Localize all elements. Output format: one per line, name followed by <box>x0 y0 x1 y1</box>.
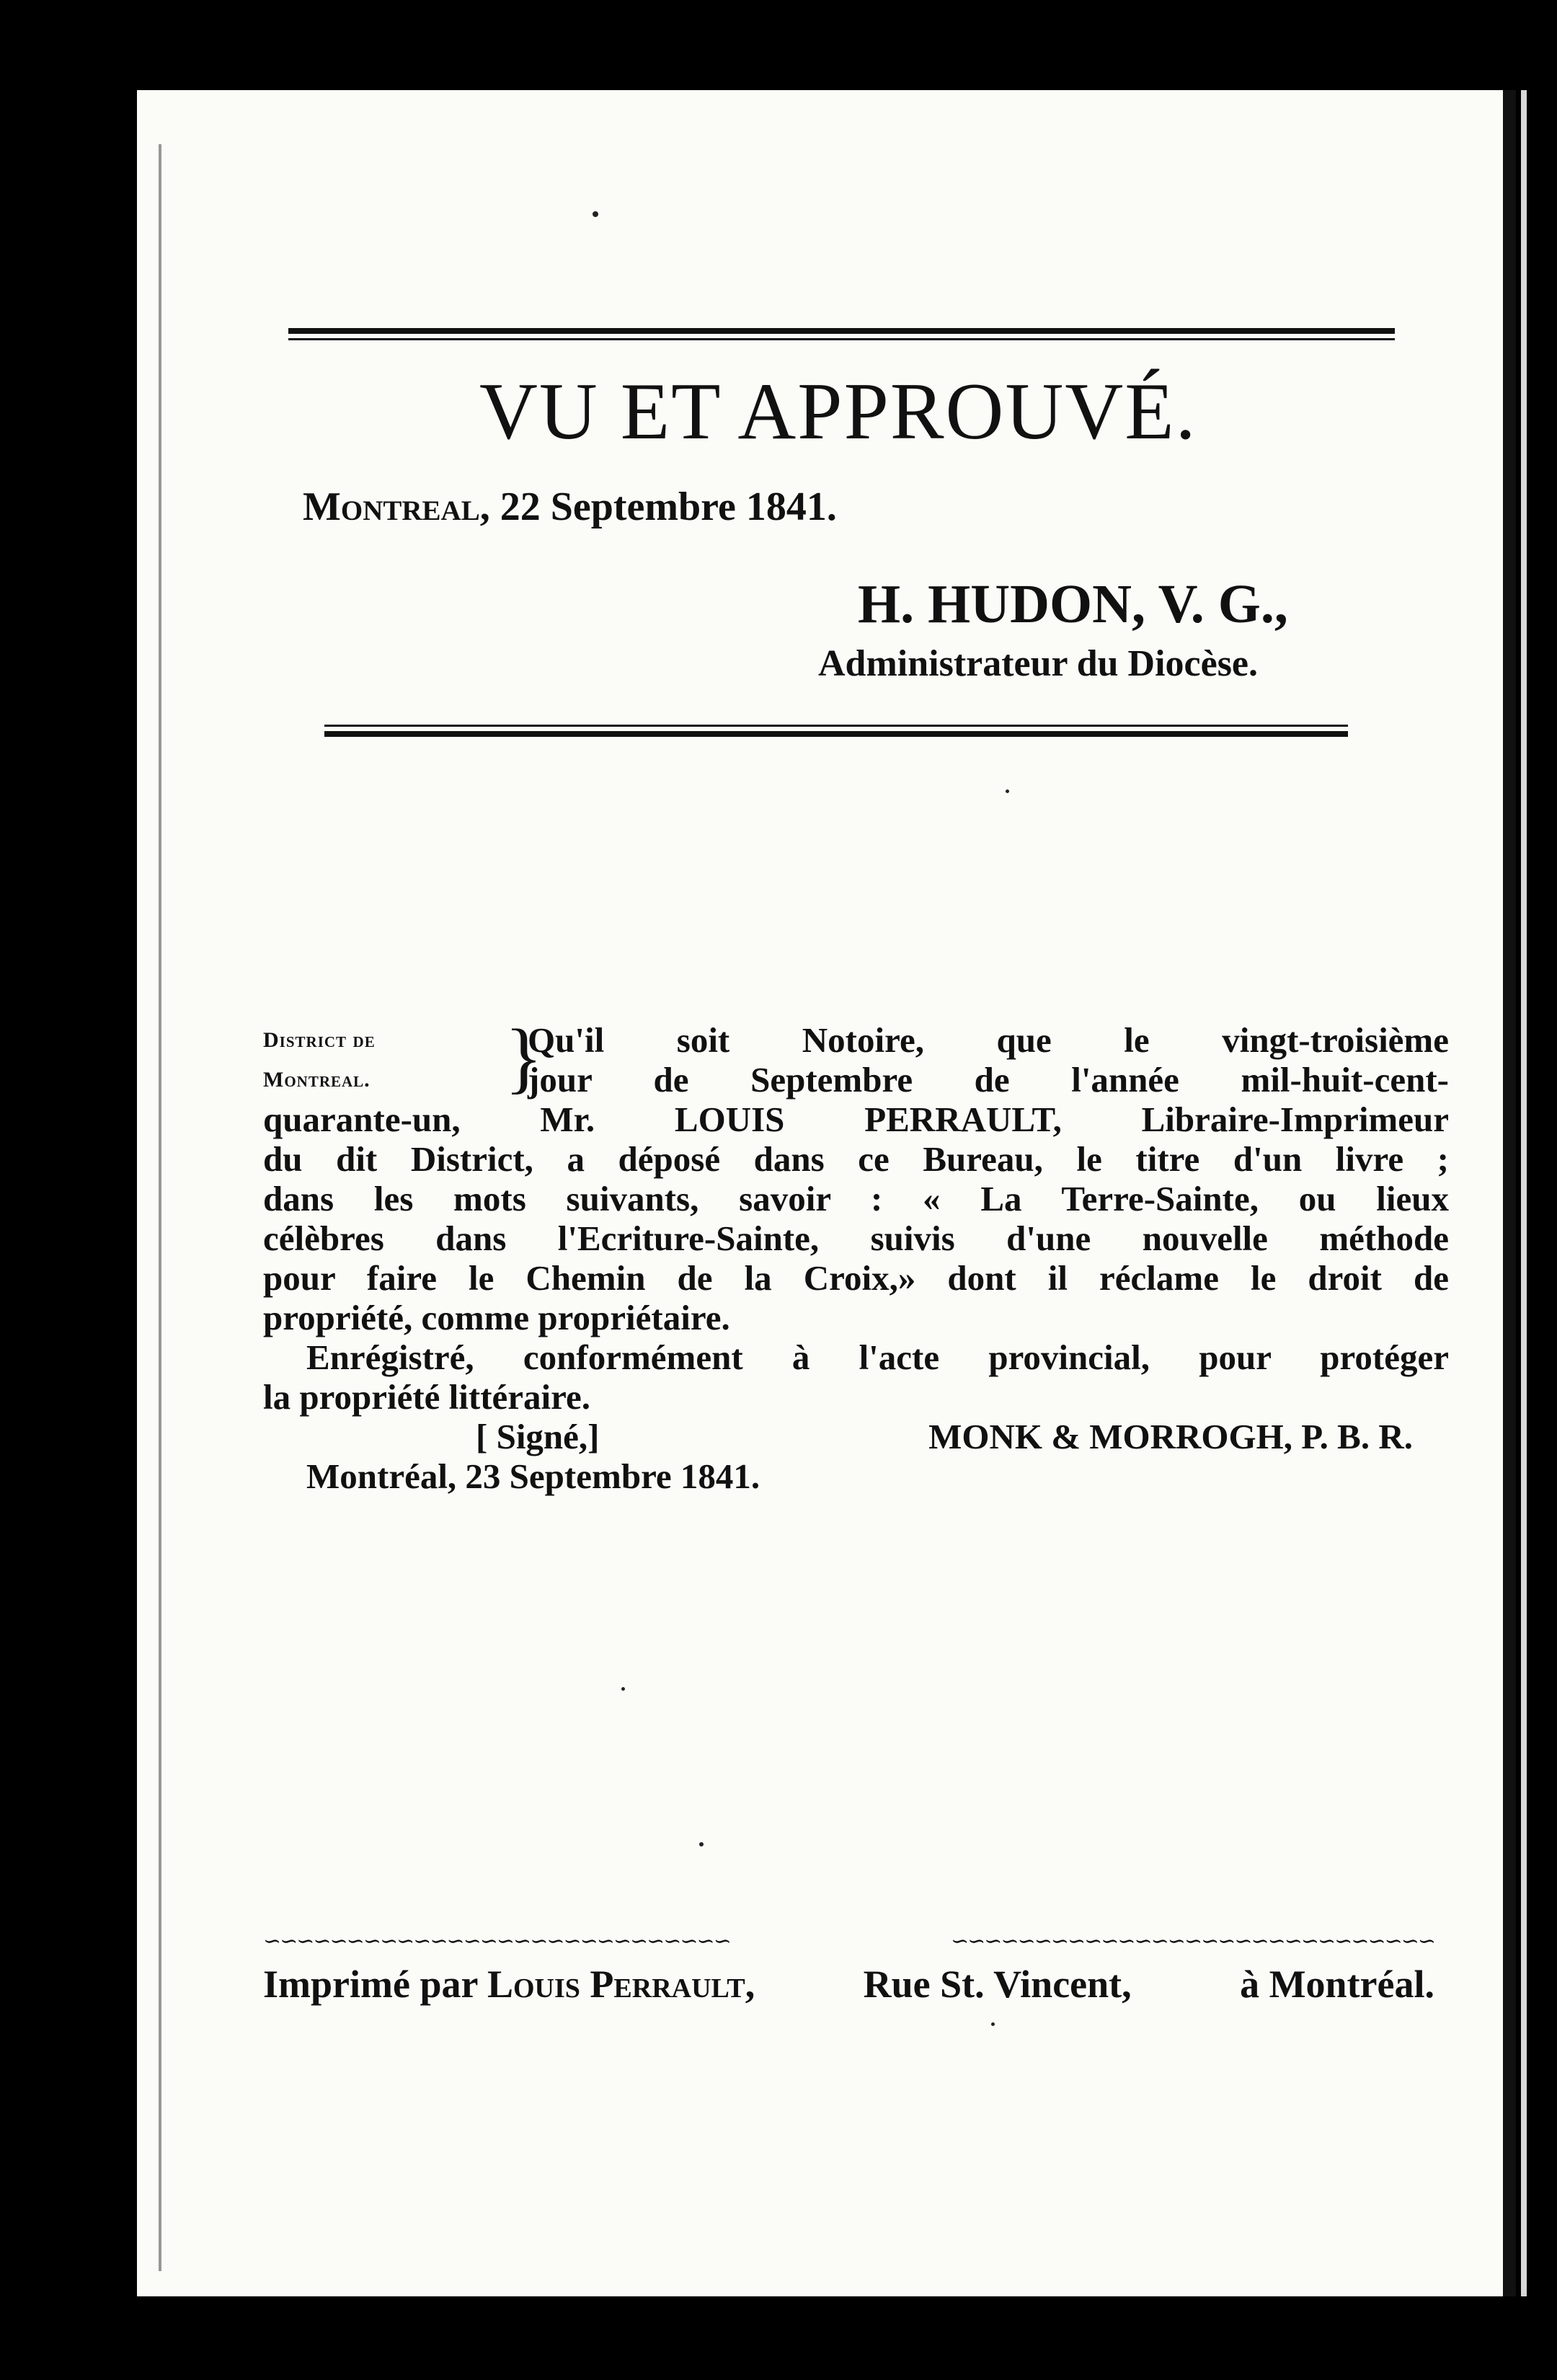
approval-place-date <box>303 487 837 527</box>
ornament-right: ∽∽∽∽∽∽∽∽∽∽∽∽∽∽∽∽∽∽∽∽∽∽∽∽∽∽∽∽∽ <box>951 1931 1434 1952</box>
copyright-notice <box>263 1013 1449 1496</box>
district-header <box>263 1013 1449 1101</box>
middle-double-rule <box>324 725 1348 737</box>
copyright-line: dans les mots suivants, savoir : « La Terre-Sainte, ou lieux <box>263 1179 1449 1218</box>
scan-speck <box>621 1687 625 1691</box>
scan-speck <box>593 211 598 217</box>
district-label-line-1: District de <box>263 1028 376 1052</box>
approval-date: 22 Septembre 1841. <box>500 485 837 529</box>
copyright-line: la propriété littéraire. <box>263 1377 590 1417</box>
copyright-line: du dit District, a déposé dans ce Bureau, le titre d'un livre ; <box>263 1139 1449 1179</box>
copyright-line: pour faire le Chemin de la Croix,» dont il réclame le droit de <box>263 1258 1449 1298</box>
copyright-line: quarante-un, Mr. LOUIS PERRAULT, Libraire-Imprimeur <box>263 1100 1449 1139</box>
signed-line <box>476 1417 1413 1456</box>
copyright-line: Enrégistré, conformément à l'acte provincial, pour protéger <box>306 1337 1449 1377</box>
district-label-line-2: Montreal. <box>263 1068 371 1092</box>
district-text <box>528 1020 1449 1100</box>
copyright-line: jour de Septembre de l'année mil-huit-cent- <box>528 1060 1449 1100</box>
district-label <box>263 1020 505 1100</box>
approval-place: Montreal, <box>303 485 490 529</box>
approval-title: VU ET APPROUVÉ. <box>479 367 1197 456</box>
top-double-rule <box>288 328 1395 340</box>
imprint-part-3: à Montréal. <box>1240 1963 1434 2006</box>
scan-speck <box>1006 789 1009 793</box>
brace: } <box>505 1013 543 1101</box>
signatory-name: H. HUDON, V. G., <box>858 574 1288 634</box>
scan-speck <box>991 2022 995 2026</box>
page-left-edge <box>159 144 161 2271</box>
printer-imprint <box>263 1965 1434 2004</box>
page-right-edge-line <box>1521 90 1527 2296</box>
ornament-left: ∽∽∽∽∽∽∽∽∽∽∽∽∽∽∽∽∽∽∽∽∽∽∽∽∽∽∽∽ <box>263 1931 730 1952</box>
imprint-part-2: Rue St. Vincent, <box>863 1963 1132 2006</box>
signed-label: [ Signé,] <box>476 1417 600 1456</box>
copyright-line: propriété, comme propriétaire. <box>263 1298 730 1337</box>
scan-speck <box>699 1842 704 1846</box>
signed-name: MONK & MORROGH, P. B. R. <box>928 1417 1413 1456</box>
registration-place-date: Montréal, 23 Septembre 1841. <box>306 1456 760 1496</box>
ornament-rule <box>263 1931 1434 1952</box>
copyright-line: célèbres dans l'Ecriture-Sainte, suivis d'une nouvelle méthode <box>263 1218 1449 1258</box>
imprint-part-1: Imprimé par <box>263 1963 478 2006</box>
page-right-binding <box>1503 90 1516 2296</box>
imprint-printer: Louis Perrault, <box>487 1963 755 2006</box>
copyright-line: Qu'il soit Notoire, que le vingt-troisième <box>528 1020 1449 1060</box>
signatory-title: Administrateur du Diocèse. <box>818 643 1259 684</box>
